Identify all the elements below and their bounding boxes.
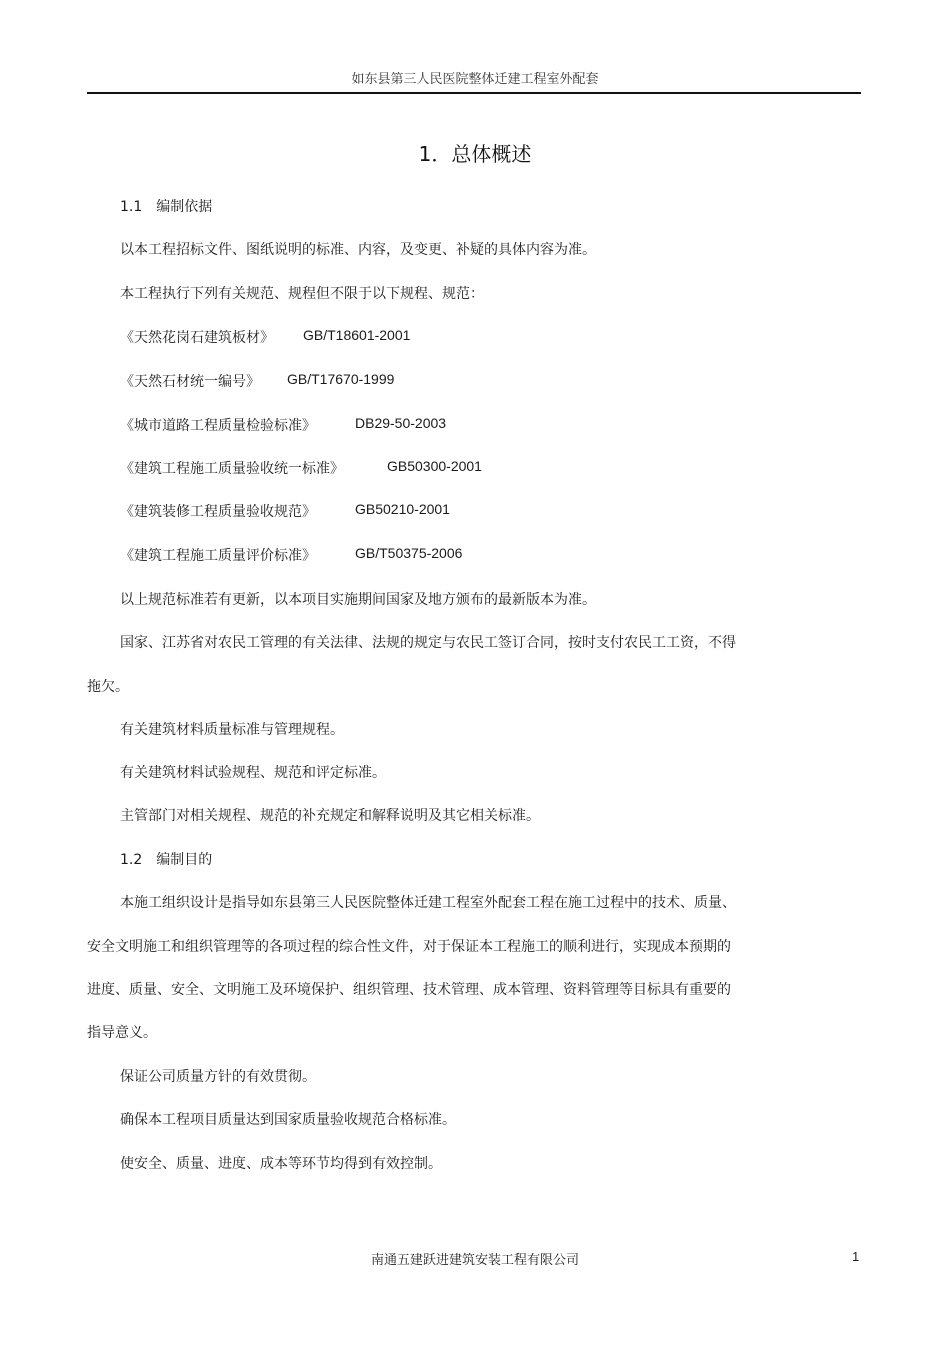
paragraph: 使安全、质量、进度、成本等环节均得到有效控制。 — [120, 1156, 442, 1172]
paragraph-continuation: 安全文明施工和组织管理等的各项过程的综合性文件，对于保证本工程施工的顺利进行，实现成本预期的 — [87, 939, 731, 955]
paragraph: 主管部门对相关规程、规范的补充规定和解释说明及其它相关标准。 — [120, 808, 540, 824]
paragraph: 确保本工程项目质量达到国家质量验收规范合格标准。 — [120, 1112, 456, 1128]
footer-company: 南通五建跃进建筑安装工程有限公司 — [370, 1253, 579, 1268]
standard-name: 《城市道路工程质量检验标准》 — [120, 418, 316, 434]
paragraph: 本施工组织设计是指导如东县第三人民医院整体迁建工程室外配套工程在施工过程中的技术、质量、 — [120, 895, 736, 911]
section-heading-1-2: 1.2 编制目的 — [120, 852, 213, 868]
standard-name: 《建筑工程施工质量评价标准》 — [120, 548, 316, 564]
standard-code: GB50210-2001 — [355, 501, 450, 517]
page-title: 1．总体概述 — [418, 142, 532, 166]
standard-code: GB/T18601-2001 — [303, 327, 411, 343]
paragraph: 本工程执行下列有关规范、规程但不限于以下规程、规范： — [120, 286, 484, 302]
paragraph-continuation: 指导意义。 — [87, 1025, 157, 1041]
paragraph: 有关建筑材料质量标准与管理规程。 — [120, 722, 344, 738]
page-header: 如东县第三人民医院整体迁建工程室外配套 — [351, 72, 599, 87]
standard-name: 《天然花岗石建筑板材》 — [120, 330, 274, 346]
standard-code: GB/T50375-2006 — [355, 545, 463, 561]
paragraph-continuation: 进度、质量、安全、文明施工及环境保护、组织管理、技术管理、成本管理、资料管理等目标具有重要的 — [87, 982, 731, 998]
standard-item — [120, 371, 820, 391]
standard-code: GB50300-2001 — [387, 458, 482, 474]
standard-item — [120, 545, 820, 565]
standard-name: 《建筑装修工程质量验收规范》 — [120, 504, 316, 520]
paragraph-continuation: 拖欠。 — [87, 679, 129, 695]
page-number: 1 — [852, 1249, 860, 1264]
paragraph: 以本工程招标文件、图纸说明的标准、内容，及变更、补疑的具体内容为准。 — [120, 242, 596, 258]
section-heading-1-1: 1.1 编制依据 — [120, 199, 213, 215]
header-divider — [87, 92, 861, 94]
paragraph: 以上规范标准若有更新，以本项目实施期间国家及地方颁布的最新版本为准。 — [120, 592, 596, 608]
standard-name: 《建筑工程施工质量验收统一标准》 — [120, 461, 344, 477]
paragraph: 有关建筑材料试验规程、规范和评定标准。 — [120, 765, 386, 781]
paragraph: 国家、江苏省对农民工管理的有关法律、法规的规定与农民工签订合同，按时支付农民工工资，不得 — [120, 635, 736, 651]
standard-code: GB/T17670-1999 — [287, 371, 395, 387]
standard-code: DB29-50-2003 — [355, 415, 447, 431]
standard-item — [120, 415, 820, 435]
standard-item — [120, 327, 820, 347]
standard-item — [120, 501, 820, 521]
standard-item — [120, 458, 820, 478]
paragraph: 保证公司质量方针的有效贯彻。 — [120, 1069, 316, 1085]
standard-name: 《天然石材统一编号》 — [120, 374, 260, 390]
